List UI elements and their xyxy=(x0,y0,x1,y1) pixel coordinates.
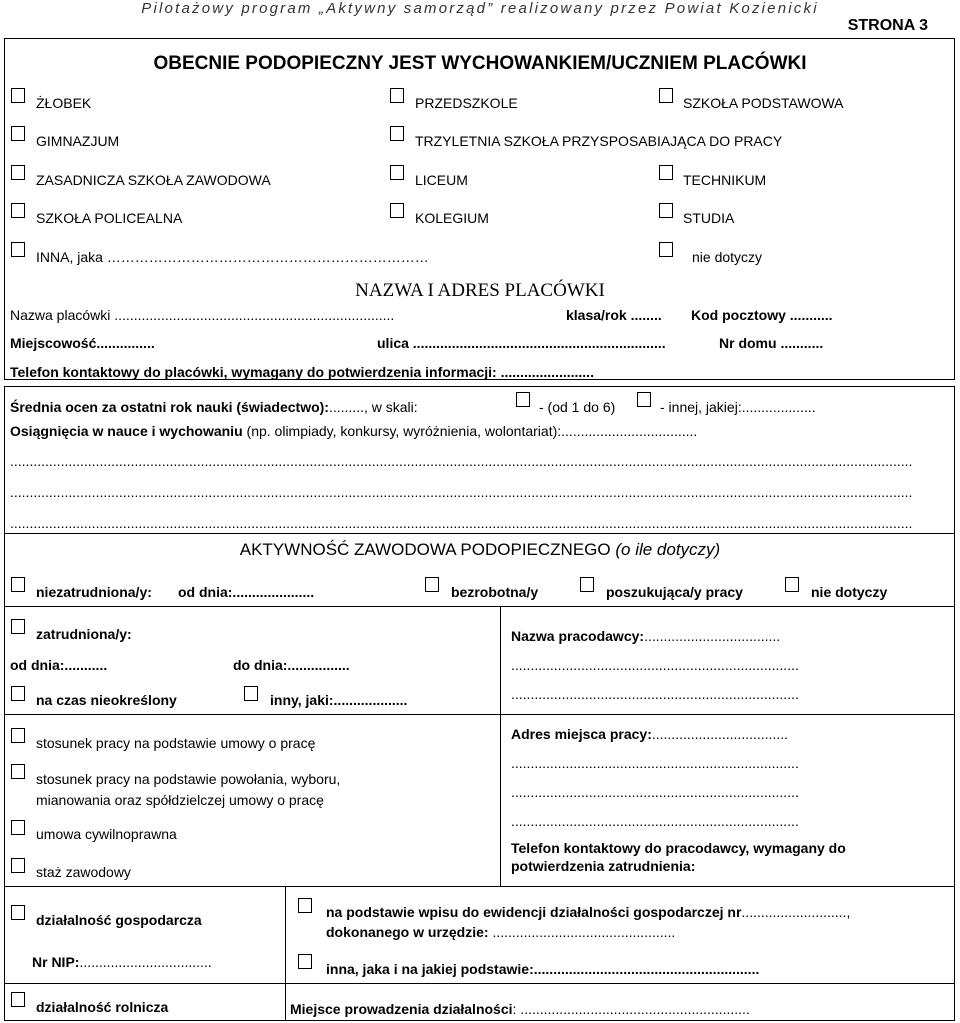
nip-row xyxy=(32,954,212,970)
nr-domu-label: Nr domu xyxy=(719,335,777,351)
srednia-label: Średnia ocen za ostatni rok nauki (świadectwo): xyxy=(10,399,329,415)
checkbox-przedszkole[interactable] xyxy=(390,88,404,103)
page-number: STRONA 3 xyxy=(847,17,928,34)
checkbox-bezrobotna[interactable] xyxy=(425,577,439,592)
nazwa-placowki-row xyxy=(10,307,394,323)
checkbox-nie-dotyczy-placowka[interactable] xyxy=(659,242,673,257)
label-liceum: LICEUM xyxy=(415,172,468,188)
telefon-pracodawcy-2: potwierdzenia zatrudnienia: xyxy=(511,858,696,874)
telefon-placowki-label: Telefon kontaktowy do placówki, wymagany do potwierdzenia informacji: xyxy=(10,364,497,380)
label-inny-czas: inny, jaki: xyxy=(270,692,334,708)
checkbox-zlobek[interactable] xyxy=(11,88,25,103)
label-przedszkole: PRZEDSZKOLE xyxy=(415,95,518,111)
label-zlobek: ŻŁOBEK xyxy=(36,95,92,111)
pracodawca-line-2[interactable]: .......................................................................... xyxy=(511,686,799,702)
section4-title xyxy=(0,540,960,560)
adres-row xyxy=(511,726,788,742)
checkbox-poszukujaca[interactable] xyxy=(580,577,594,592)
checkbox-cywilnoprawna[interactable] xyxy=(11,820,25,835)
label-umowa-o-prace: stosunek pracy na podstawie umowy o pracę xyxy=(36,735,316,751)
klasa-label: klasa/rok xyxy=(566,307,627,323)
inna-podstawa-label: inna, jaka i na jakiej podstawie: xyxy=(326,961,534,977)
label-zatrudniona: zatrudniona/y: xyxy=(36,626,132,642)
osiagniecia-line-2[interactable]: ........................................................................................................................................................................................................................................ xyxy=(10,484,913,500)
checkbox-umowa-o-prace[interactable] xyxy=(11,728,25,743)
osiagniecia-field[interactable]: ................................... xyxy=(561,423,698,439)
checkbox-skala-1-6[interactable] xyxy=(516,392,530,407)
divider-niezatrudniona xyxy=(4,606,955,607)
label-powolanie-1: stosunek pracy na podstawie powołania, wyboru, xyxy=(36,771,341,787)
inna-podstawa-field[interactable]: .......................................................... xyxy=(533,961,760,977)
inny-czas-field[interactable]: ................... xyxy=(333,692,408,708)
wpis-field-1[interactable]: ..........................., xyxy=(741,904,851,920)
pracodawca-label: Nazwa pracodawcy: xyxy=(511,628,645,644)
telefon-pracodawcy-1: Telefon kontaktowy do pracodawcy, wymagany do xyxy=(511,840,846,856)
skala-inna-field[interactable]: ................... xyxy=(741,399,816,415)
nazwa-placowki-field[interactable]: ........................................................................ xyxy=(114,307,395,323)
header-title: Pilotażowy program „Aktywny samorząd” realizowany przez Powiat Kozienicki xyxy=(141,0,819,17)
miejsce-label: Miejsce prowadzenia działalności xyxy=(290,1001,513,1017)
checkbox-zatrudniona[interactable] xyxy=(11,619,25,634)
checkbox-liceum[interactable] xyxy=(390,165,404,180)
checkbox-gospodarcza[interactable] xyxy=(11,905,25,920)
osiagniecia-label: Osiągnięcia w nauce i wychowaniu xyxy=(10,423,243,439)
label-gospodarcza: działalność gospodarcza xyxy=(36,912,202,928)
label-inna[interactable]: INNA, jaka …………………………………………………………… xyxy=(36,249,429,265)
section4-title-main: AKTYWNOŚĆ ZAWODOWA PODOPIECZNEGO xyxy=(239,540,611,559)
checkbox-staz[interactable] xyxy=(11,858,25,873)
nr-domu-field[interactable]: ........... xyxy=(780,335,824,351)
divider-vertical-dzialalnosc xyxy=(285,886,286,1021)
checkbox-nie-dotyczy-praca[interactable] xyxy=(785,577,799,592)
section-placowka-box xyxy=(4,38,955,380)
label-policealna: SZKOŁA POLICEALNA xyxy=(36,210,183,226)
section1-title: OBECNIE PODOPIECZNY JEST WYCHOWANKIEM/UCZNIEM PLACÓWKI xyxy=(153,53,807,74)
miejsce-row xyxy=(290,1001,750,1017)
miejscowosc-row xyxy=(10,335,155,351)
od-dnia-zatrudniona[interactable]: od dnia:........... xyxy=(10,657,108,673)
divider-umowy xyxy=(4,714,501,715)
label-niezatrudniona: niezatrudniona/y: xyxy=(36,584,152,600)
checkbox-kolegium[interactable] xyxy=(390,203,404,218)
checkbox-powolanie[interactable] xyxy=(11,764,25,779)
divider-dzialalnosc xyxy=(4,886,955,887)
skala-inna-row xyxy=(660,399,816,415)
label-nie-dotyczy-placowka: nie dotyczy xyxy=(692,249,763,265)
section4-title-hint: (o ile dotyczy) xyxy=(615,540,721,559)
label-gimnazjum: GIMNAZJUM xyxy=(36,133,120,149)
miejscowosc-field[interactable]: ............... xyxy=(96,335,155,351)
osiagniecia-row xyxy=(10,423,697,439)
label-cywilnoprawna: umowa cywilnoprawna xyxy=(36,826,177,842)
ulica-row xyxy=(377,335,666,351)
checkbox-inna-podstawa[interactable] xyxy=(298,954,312,969)
wpis-label-2: dokonanego w urzędzie: xyxy=(326,924,489,940)
adres-line-3[interactable]: .......................................................................... xyxy=(511,813,799,829)
divider-rolnicza xyxy=(4,983,955,984)
divider-adres xyxy=(500,714,955,715)
ulica-field[interactable]: ................................................................. xyxy=(412,335,666,351)
label-technikum: TECHNIKUM xyxy=(683,172,767,188)
adres-line-2[interactable]: .......................................................................... xyxy=(511,784,799,800)
adres-line-1[interactable]: .......................................................................... xyxy=(511,755,799,771)
label-bezrobotna: bezrobotna/y xyxy=(451,584,539,600)
label-szkola-podstawowa: SZKOŁA PODSTAWOWA xyxy=(683,95,844,111)
osiagniecia-line-1[interactable]: ........................................................................................................................................................................................................................................ xyxy=(10,453,913,469)
checkbox-niezatrudniona[interactable] xyxy=(11,577,25,592)
label-zasadnicza: ZASADNICZA SZKOŁA ZAWODOWA xyxy=(36,172,271,188)
nazwa-placowki-label: Nazwa placówki xyxy=(10,307,111,323)
label-powolanie-2: mianowania oraz spółdzielczej umowy o pracę xyxy=(36,792,324,808)
checkbox-rolnicza[interactable] xyxy=(11,992,25,1007)
checkbox-trzyletnia[interactable] xyxy=(390,126,404,141)
checkbox-gimnazjum[interactable] xyxy=(11,126,25,141)
label-kolegium: KOLEGIUM xyxy=(415,210,489,226)
label-poszukujaca: poszukująca/y pracy xyxy=(606,584,743,600)
wpis-row-1 xyxy=(326,904,850,920)
klasa-field[interactable]: ........ xyxy=(630,307,662,323)
telefon-placowki-field[interactable]: ........................ xyxy=(500,364,594,380)
klasa-row xyxy=(566,307,662,323)
telefon-placowki-row xyxy=(10,364,594,380)
checkbox-szkola-podstawowa[interactable] xyxy=(659,88,673,103)
adres-field[interactable]: ................................... xyxy=(651,726,788,742)
checkbox-policealna[interactable] xyxy=(11,203,25,218)
miejsce-field[interactable]: : ........................................................... xyxy=(512,1001,750,1017)
checkbox-inny-czas[interactable] xyxy=(244,686,258,701)
miejscowosc-label: Miejscowość xyxy=(10,335,97,351)
section2-title: NAZWA I ADRES PLACÓWKI xyxy=(355,280,605,301)
label-skala-1-6: - (od 1 do 6) xyxy=(539,399,616,415)
od-dnia-niezatrudniona[interactable]: od dnia:..................... xyxy=(178,584,315,600)
ulica-label: ulica xyxy=(377,335,409,351)
checkbox-skala-inna[interactable] xyxy=(637,392,651,407)
do-dnia-zatrudniona[interactable]: do dnia:................ xyxy=(233,657,350,673)
wpis-label-1: na podstawie wpisu do ewidencji działalności gospodarczej nr xyxy=(326,904,742,920)
label-czas-nieokreslony: na czas nieokreślony xyxy=(36,692,177,708)
checkbox-wpis-ewidencji[interactable] xyxy=(298,898,312,913)
nr-domu-row xyxy=(719,335,823,351)
srednia-row xyxy=(10,399,418,415)
checkbox-czas-nieokreslony[interactable] xyxy=(11,686,25,701)
kod-pocztowy-label: Kod pocztowy xyxy=(691,307,786,323)
checkbox-zasadnicza[interactable] xyxy=(11,165,25,180)
label-trzyletnia: TRZYLETNIA SZKOŁA PRZYSPOSABIAJĄCA DO PRACY xyxy=(415,133,783,149)
nip-label: Nr NIP: xyxy=(32,954,80,970)
osiagniecia-line-3[interactable]: ........................................................................................................................................................................................................................................ xyxy=(10,515,913,531)
kod-pocztowy-row xyxy=(691,307,833,323)
pracodawca-row xyxy=(511,628,780,644)
checkbox-inna[interactable] xyxy=(11,242,25,257)
pracodawca-field[interactable]: ................................... xyxy=(644,628,781,644)
pracodawca-line-1[interactable]: .......................................................................... xyxy=(511,657,799,673)
divider-vertical-zatrudnienie xyxy=(500,606,501,886)
label-staz: staż zawodowy xyxy=(36,864,131,880)
checkbox-studia[interactable] xyxy=(659,203,673,218)
inna-podstawa-row xyxy=(326,961,759,977)
label-skala-inna: - innej, jakiej: xyxy=(660,399,742,415)
srednia-field[interactable]: ........., w skali: xyxy=(328,399,418,415)
label-rolnicza: działalność rolnicza xyxy=(36,999,169,1015)
kod-pocztowy-field[interactable]: ........... xyxy=(789,307,833,323)
osiagniecia-hint: (np. olimpiady, konkursy, wyróżnienia, wolontariat): xyxy=(246,423,562,439)
wpis-field-2[interactable]: ............................................... xyxy=(492,924,676,940)
adres-label: Adres miejsca pracy: xyxy=(511,726,652,742)
label-nie-dotyczy-praca: nie dotyczy xyxy=(811,584,888,600)
inny-czas-row xyxy=(270,692,407,708)
label-studia: STUDIA xyxy=(683,210,735,226)
nip-field[interactable]: .................................. xyxy=(79,954,212,970)
wpis-row-2 xyxy=(326,924,675,940)
checkbox-technikum[interactable] xyxy=(659,165,673,180)
